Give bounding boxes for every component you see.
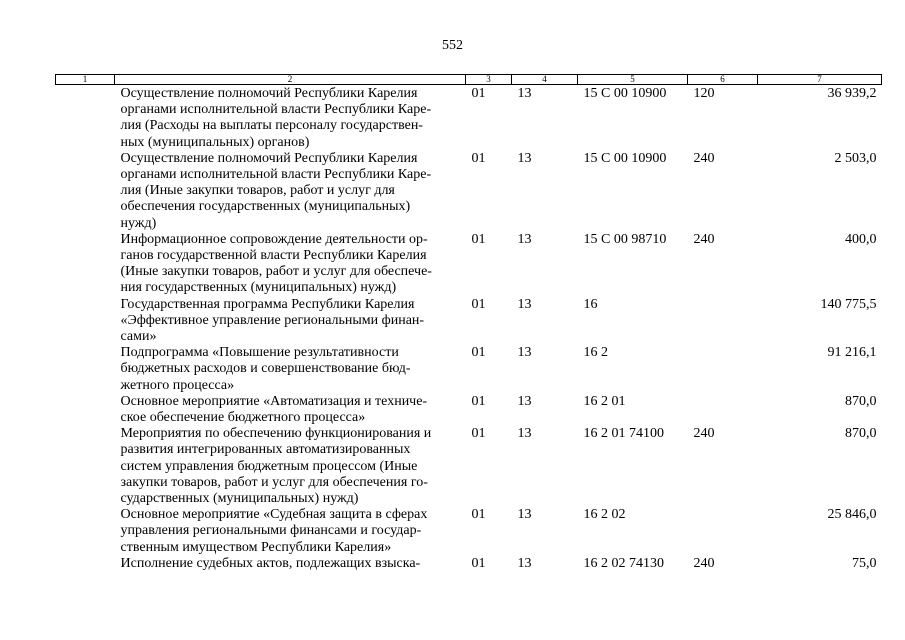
column-header-7: 7 <box>758 75 882 85</box>
row-name-cell <box>115 345 466 394</box>
row-name-line: лия (Расходы на выплаты персоналу государствен- <box>120 118 423 134</box>
section-cell: 01 <box>471 150 486 166</box>
table-row <box>56 85 882 151</box>
amount-cell: 36 939,2 <box>827 86 877 101</box>
row-name-line: ское обеспечение бюджетного процесса» <box>120 410 366 426</box>
row-name-cell <box>115 426 466 507</box>
row-name-line: управления региональными финансами и государ- <box>120 523 422 539</box>
section-cell: 01 <box>471 345 486 361</box>
table-row <box>56 297 882 346</box>
row-number-cell <box>56 232 115 297</box>
target-article-cell: 16 2 <box>583 345 608 361</box>
expense-type-cell <box>688 297 758 346</box>
amount-cell: 2 503,0 <box>834 150 877 166</box>
section-cell: 01 <box>471 507 486 523</box>
row-name-cell <box>115 232 466 297</box>
expense-type-cell: 240 <box>693 426 715 442</box>
row-name-line: Осуществление полномочий Республики Карелия <box>120 150 418 166</box>
target-article-cell: 16 2 02 74130 <box>583 555 664 571</box>
section-cell: 01 <box>471 393 486 409</box>
section-cell: 01 <box>471 296 486 312</box>
table-row <box>56 232 882 297</box>
expense-type-cell: 120 <box>693 86 715 101</box>
subsection-cell: 13 <box>517 231 532 247</box>
target-article-cell: 15 С 00 98710 <box>583 231 667 247</box>
row-name-line: сударственных (муниципальных) нужд) <box>120 491 359 507</box>
amount-cell: 25 846,0 <box>827 507 877 523</box>
row-name-cell <box>115 394 466 426</box>
subsection-cell: 13 <box>517 345 532 361</box>
expense-type-cell <box>688 507 758 556</box>
row-name-line: систем управления бюджетным процессом (Иные <box>120 458 418 474</box>
subsection-cell: 13 <box>517 507 532 523</box>
page-number: 552 <box>442 38 463 53</box>
row-name-cell <box>115 151 466 232</box>
row-name-line: Исполнение судебных актов, подлежащих взыска- <box>120 555 421 571</box>
target-article-cell: 15 С 00 10900 <box>583 150 667 166</box>
row-number-cell <box>56 151 115 232</box>
table-row <box>56 426 882 507</box>
row-name-line: бюджетных расходов и совершенствование бюд- <box>120 361 411 377</box>
row-name-line: органами исполнительной власти Республики Каре- <box>120 167 432 183</box>
amount-cell: 140 775,5 <box>820 296 877 312</box>
table-body <box>56 85 882 573</box>
row-number-cell <box>56 297 115 346</box>
section-cell: 01 <box>471 426 486 442</box>
row-name-line: (Иные закупки товаров, работ и услуг для обеспече- <box>120 264 432 280</box>
table-row <box>56 151 882 232</box>
expense-type-cell: 240 <box>693 231 715 247</box>
table-row <box>56 345 882 394</box>
row-name-line: Подпрограмма «Повышение результативности <box>120 345 399 361</box>
subsection-cell: 13 <box>517 555 532 571</box>
budget-table <box>55 74 882 572</box>
row-name-cell <box>115 85 466 151</box>
row-number-cell <box>56 556 115 572</box>
subsection-cell: 13 <box>517 296 532 312</box>
row-name-line: закупки товаров, работ и услуг для обеспечения го- <box>120 474 428 490</box>
row-name-line: ственным имуществом Республики Карелия» <box>120 539 392 555</box>
row-number-cell <box>56 426 115 507</box>
expense-type-cell <box>688 345 758 394</box>
row-name-line: Основное мероприятие «Автоматизация и техниче- <box>120 393 428 409</box>
section-cell: 01 <box>471 231 486 247</box>
subsection-cell: 13 <box>517 86 532 101</box>
row-name-line: Основное мероприятие «Судебная защита в сферах <box>120 507 428 523</box>
row-number-cell <box>56 394 115 426</box>
column-number-header-row <box>56 75 882 85</box>
target-article-cell: 16 <box>583 296 598 312</box>
row-number-cell <box>56 85 115 151</box>
table-row <box>56 507 882 556</box>
row-name-line: развития интегрированных автоматизированных <box>120 442 411 458</box>
row-name-line: органами исполнительной власти Республики Каре- <box>120 102 432 118</box>
row-name-line: сами» <box>120 329 157 345</box>
row-name-line: ных (муниципальных) органов) <box>120 134 310 150</box>
expense-type-cell <box>688 394 758 426</box>
column-header-3: 3 <box>466 75 512 85</box>
row-name-line: лия (Иные закупки товаров, работ и услуг для <box>120 183 395 199</box>
amount-cell: 400,0 <box>845 231 877 247</box>
column-header-6: 6 <box>688 75 758 85</box>
expense-type-cell: 240 <box>693 555 715 571</box>
expense-type-cell: 240 <box>693 150 715 166</box>
column-header-2: 2 <box>115 75 466 85</box>
row-name-line: нужд) <box>120 215 157 231</box>
table-row <box>56 394 882 426</box>
row-name-line: Осуществление полномочий Республики Карелия <box>120 86 418 101</box>
row-name-line: Мероприятия по обеспечению функционирования и <box>120 426 432 442</box>
row-name-line: «Эффективное управление региональными финан- <box>120 312 425 328</box>
amount-cell: 91 216,1 <box>827 345 877 361</box>
row-number-cell <box>56 345 115 394</box>
row-name-line: обеспечения государственных (муниципальных) <box>120 199 411 215</box>
column-header-4: 4 <box>512 75 578 85</box>
row-number-cell <box>56 507 115 556</box>
target-article-cell: 15 С 00 10900 <box>583 86 667 101</box>
row-name-line: ганов государственной власти Республики Карелия <box>120 248 427 264</box>
amount-cell: 870,0 <box>845 426 877 442</box>
amount-cell: 75,0 <box>852 555 877 571</box>
row-name-cell <box>115 556 466 572</box>
row-name-line: жетного процесса» <box>120 377 235 393</box>
row-name-line: ния государственных (муниципальных) нужд) <box>120 280 397 296</box>
column-header-5: 5 <box>578 75 688 85</box>
target-article-cell: 16 2 01 <box>583 393 626 409</box>
section-cell: 01 <box>471 86 486 101</box>
row-name-cell <box>115 507 466 556</box>
amount-cell: 870,0 <box>845 393 877 409</box>
subsection-cell: 13 <box>517 393 532 409</box>
subsection-cell: 13 <box>517 426 532 442</box>
row-name-cell <box>115 297 466 346</box>
subsection-cell: 13 <box>517 150 532 166</box>
target-article-cell: 16 2 02 <box>583 507 626 523</box>
target-article-cell: 16 2 01 74100 <box>583 426 664 442</box>
section-cell: 01 <box>471 555 486 571</box>
row-name-line: Информационное сопровождение деятельности ор- <box>120 231 428 247</box>
column-header-1: 1 <box>56 75 115 85</box>
row-name-line: Государственная программа Республики Карелия <box>120 296 415 312</box>
table-row <box>56 556 882 572</box>
